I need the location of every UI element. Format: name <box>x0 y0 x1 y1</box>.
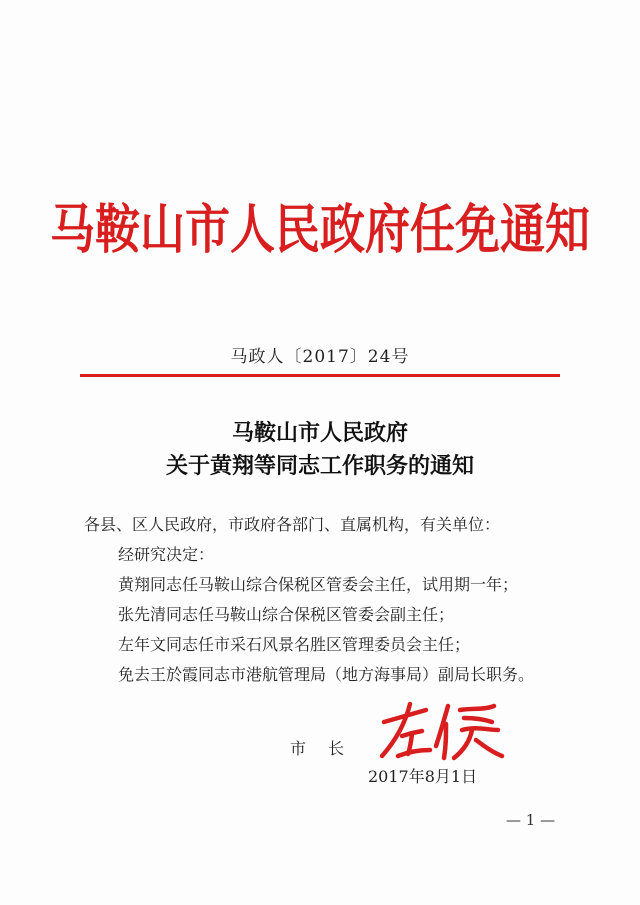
title-line-2: 关于黄翔等同志工作职务的通知 <box>165 453 474 479</box>
document-body <box>84 510 584 690</box>
addressee: 各县、区人民政府，市政府各部门、直属机构，有关单位： <box>84 515 501 534</box>
appointment-item: 黄翔同志任马鞍山综合保税区管委会主任，试用期一年； <box>118 575 519 594</box>
document-title <box>0 417 640 483</box>
masthead-title: 马鞍山市人民政府任免通知 <box>49 198 590 261</box>
title-line-1: 马鞍山市人民政府 <box>231 420 408 446</box>
document-number: 马政人〔2017〕24号 <box>230 347 410 367</box>
page-number: — 1 — <box>506 811 556 829</box>
handwritten-signature <box>376 700 506 762</box>
appointment-item: 免去王於霞同志市港航管理局（地方海事局）副局长职务。 <box>118 665 535 684</box>
signer-title: 市长 <box>290 739 367 758</box>
decision-intro: 经研究决定： <box>118 545 215 564</box>
appointment-item: 张先清同志任马鞍山综合保税区管委会副主任； <box>118 605 455 624</box>
red-separator-line <box>80 374 560 377</box>
appointment-item: 左年文同志任市采石风景名胜区管理委员会主任； <box>118 635 471 654</box>
sign-date: 2017年8月1日 <box>368 767 478 786</box>
